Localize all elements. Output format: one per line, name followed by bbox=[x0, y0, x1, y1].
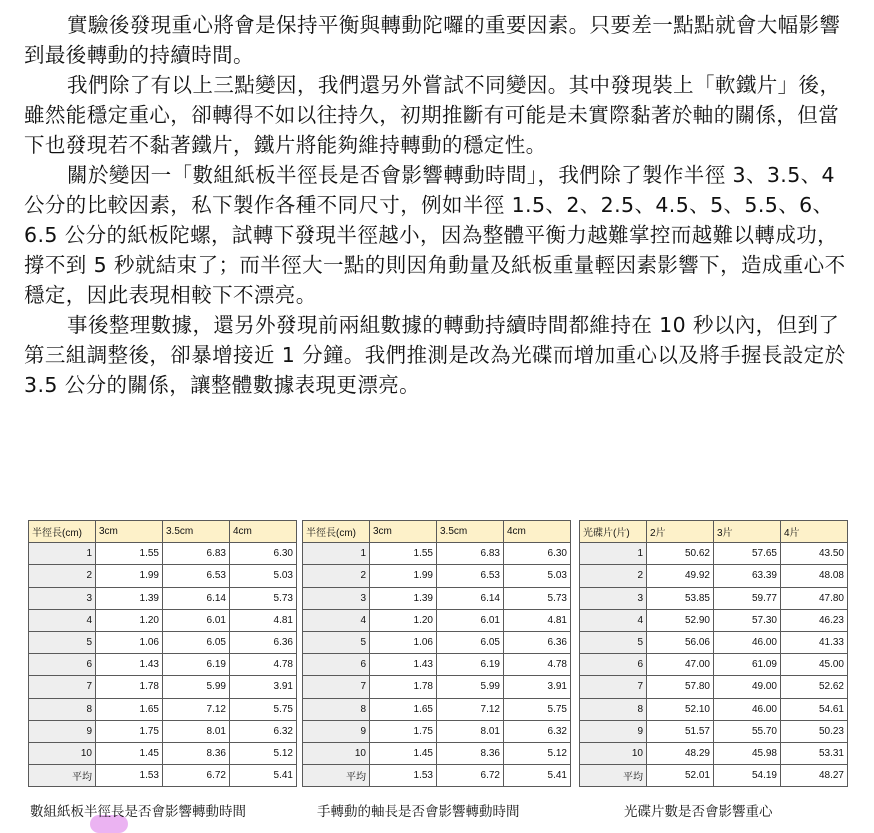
value-cell: 5.03 bbox=[504, 565, 571, 587]
value-cell: 1.99 bbox=[96, 565, 163, 587]
data-table-axis-length bbox=[302, 520, 571, 787]
table-row bbox=[303, 720, 571, 742]
row-index-cell: 8 bbox=[580, 698, 647, 720]
table-row bbox=[580, 543, 848, 565]
row-index-cell: 2 bbox=[303, 565, 370, 587]
value-cell: 50.23 bbox=[781, 720, 848, 742]
table-row bbox=[303, 609, 571, 631]
value-cell: 55.70 bbox=[714, 720, 781, 742]
row-index-cell: 5 bbox=[29, 631, 96, 653]
table-row bbox=[580, 720, 848, 742]
value-cell: 6.05 bbox=[163, 631, 230, 653]
table-header-cell: 4片 bbox=[781, 521, 848, 543]
row-index-cell: 4 bbox=[303, 609, 370, 631]
table-header-cell: 4cm bbox=[504, 521, 571, 543]
value-cell: 1.75 bbox=[96, 720, 163, 742]
value-cell: 49.92 bbox=[647, 565, 714, 587]
value-cell: 4.81 bbox=[230, 609, 297, 631]
table-row bbox=[303, 631, 571, 653]
value-cell: 4.78 bbox=[230, 654, 297, 676]
table-row bbox=[580, 631, 848, 653]
value-cell: 1.06 bbox=[96, 631, 163, 653]
row-index-cell: 6 bbox=[29, 654, 96, 676]
value-cell: 48.08 bbox=[781, 565, 848, 587]
value-cell: 6.01 bbox=[437, 609, 504, 631]
value-cell: 1.45 bbox=[96, 742, 163, 764]
row-index-cell: 平均 bbox=[303, 765, 370, 787]
table-row bbox=[303, 543, 571, 565]
paragraph-3: 關於變因一「數組紙板半徑長是否會影響轉動時間」，我們除了製作半徑 3、3.5、4 公分的比較因素，私下製作各種不同尺寸，例如半徑 1.5、2、2.5、4.5、5、5.5、6、6.5 公分的紙板陀螺，試轉下發現半徑越小，因為整體平衡力越難掌控而越難以轉成功，撐不到 5 秒就結束了；而半徑大一點的則因角動量及紙板重量輕因素影響下，造成重心不穩定，因此表現相較下不漂亮。 bbox=[24, 163, 846, 307]
value-cell: 1.55 bbox=[96, 543, 163, 565]
value-cell: 5.75 bbox=[504, 698, 571, 720]
row-index-cell: 10 bbox=[580, 742, 647, 764]
paragraph-1: 實驗後發現重心將會是保持平衡與轉動陀囉的重要因素。只要差一點點就會大幅影響到最後轉動的持續時間。 bbox=[24, 13, 841, 67]
value-cell: 61.09 bbox=[714, 654, 781, 676]
paragraph-4: 事後整理數據，還另外發現前兩組數據的轉動持續時間都維持在 10 秒以內，但到了第三組調整後，卻暴增接近 1 分鐘。我們推測是改為光碟而增加重心以及將手握長設定於 3.5 公分的關係，讓整體數據表現更漂亮。 bbox=[24, 313, 846, 397]
value-cell: 3.91 bbox=[230, 676, 297, 698]
value-cell: 46.00 bbox=[714, 631, 781, 653]
value-cell: 41.33 bbox=[781, 631, 848, 653]
table-row bbox=[29, 609, 297, 631]
value-cell: 5.75 bbox=[230, 698, 297, 720]
table-row bbox=[29, 742, 297, 764]
row-index-cell: 10 bbox=[303, 742, 370, 764]
value-cell: 6.32 bbox=[504, 720, 571, 742]
row-index-cell: 7 bbox=[303, 676, 370, 698]
table-row bbox=[303, 742, 571, 764]
value-cell: 43.50 bbox=[781, 543, 848, 565]
value-cell: 45.00 bbox=[781, 654, 848, 676]
table-row bbox=[580, 565, 848, 587]
value-cell: 63.39 bbox=[714, 565, 781, 587]
value-cell: 48.29 bbox=[647, 742, 714, 764]
value-cell: 6.19 bbox=[163, 654, 230, 676]
row-index-cell: 7 bbox=[29, 676, 96, 698]
table-row bbox=[580, 676, 848, 698]
caption-table-3: 光碟片數是否會影響重心 bbox=[624, 804, 773, 820]
value-cell: 5.03 bbox=[230, 565, 297, 587]
table-row bbox=[580, 654, 848, 676]
value-cell: 1.78 bbox=[96, 676, 163, 698]
value-cell: 7.12 bbox=[163, 698, 230, 720]
value-cell: 5.99 bbox=[437, 676, 504, 698]
value-cell: 6.72 bbox=[163, 765, 230, 787]
body-text bbox=[24, 10, 850, 400]
value-cell: 57.30 bbox=[714, 609, 781, 631]
value-cell: 8.36 bbox=[163, 742, 230, 764]
table-row bbox=[29, 654, 297, 676]
value-cell: 49.00 bbox=[714, 676, 781, 698]
table-header-cell: 3cm bbox=[370, 521, 437, 543]
row-index-cell: 8 bbox=[29, 698, 96, 720]
row-index-cell: 3 bbox=[29, 587, 96, 609]
value-cell: 6.83 bbox=[437, 543, 504, 565]
table-row bbox=[580, 698, 848, 720]
value-cell: 52.01 bbox=[647, 765, 714, 787]
table-header-cell: 2片 bbox=[647, 521, 714, 543]
value-cell: 54.61 bbox=[781, 698, 848, 720]
value-cell: 47.00 bbox=[647, 654, 714, 676]
value-cell: 8.01 bbox=[437, 720, 504, 742]
table-row bbox=[29, 587, 297, 609]
value-cell: 57.80 bbox=[647, 676, 714, 698]
value-cell: 47.80 bbox=[781, 587, 848, 609]
value-cell: 5.73 bbox=[230, 587, 297, 609]
row-index-cell: 10 bbox=[29, 742, 96, 764]
table-header-cell: 3片 bbox=[714, 521, 781, 543]
value-cell: 6.30 bbox=[230, 543, 297, 565]
table-row bbox=[580, 587, 848, 609]
value-cell: 5.12 bbox=[504, 742, 571, 764]
value-cell: 59.77 bbox=[714, 587, 781, 609]
row-index-cell: 1 bbox=[580, 543, 647, 565]
value-cell: 45.98 bbox=[714, 742, 781, 764]
table-header-cell: 3.5cm bbox=[163, 521, 230, 543]
value-cell: 5.41 bbox=[504, 765, 571, 787]
row-index-cell: 5 bbox=[580, 631, 647, 653]
table-row bbox=[29, 631, 297, 653]
table-row bbox=[580, 742, 848, 764]
value-cell: 1.53 bbox=[370, 765, 437, 787]
row-index-cell: 平均 bbox=[580, 765, 647, 787]
table-row bbox=[580, 609, 848, 631]
table-row bbox=[580, 765, 848, 787]
row-index-cell: 8 bbox=[303, 698, 370, 720]
value-cell: 46.00 bbox=[714, 698, 781, 720]
value-cell: 1.43 bbox=[96, 654, 163, 676]
value-cell: 52.62 bbox=[781, 676, 848, 698]
value-cell: 1.65 bbox=[370, 698, 437, 720]
table-row bbox=[29, 543, 297, 565]
value-cell: 8.01 bbox=[163, 720, 230, 742]
table-header-cell: 半徑長(cm) bbox=[303, 521, 370, 543]
value-cell: 57.65 bbox=[714, 543, 781, 565]
value-cell: 1.06 bbox=[370, 631, 437, 653]
value-cell: 5.41 bbox=[230, 765, 297, 787]
row-index-cell: 1 bbox=[303, 543, 370, 565]
value-cell: 6.36 bbox=[504, 631, 571, 653]
value-cell: 6.32 bbox=[230, 720, 297, 742]
value-cell: 6.05 bbox=[437, 631, 504, 653]
row-index-cell: 5 bbox=[303, 631, 370, 653]
value-cell: 8.36 bbox=[437, 742, 504, 764]
table-header-cell: 光碟片(片) bbox=[580, 521, 647, 543]
value-cell: 6.19 bbox=[437, 654, 504, 676]
value-cell: 5.12 bbox=[230, 742, 297, 764]
row-index-cell: 4 bbox=[580, 609, 647, 631]
value-cell: 7.12 bbox=[437, 698, 504, 720]
value-cell: 1.39 bbox=[96, 587, 163, 609]
table-header-cell: 3cm bbox=[96, 521, 163, 543]
tables-area bbox=[28, 520, 854, 800]
value-cell: 1.20 bbox=[370, 609, 437, 631]
value-cell: 6.53 bbox=[437, 565, 504, 587]
value-cell: 5.73 bbox=[504, 587, 571, 609]
row-index-cell: 7 bbox=[580, 676, 647, 698]
value-cell: 6.14 bbox=[163, 587, 230, 609]
caption-table-1: 數組紙板半徑長是否會影響轉動時間 bbox=[30, 804, 246, 820]
value-cell: 1.75 bbox=[370, 720, 437, 742]
value-cell: 6.30 bbox=[504, 543, 571, 565]
table-header-cell: 半徑長(cm) bbox=[29, 521, 96, 543]
value-cell: 5.99 bbox=[163, 676, 230, 698]
table-header-cell: 3.5cm bbox=[437, 521, 504, 543]
value-cell: 56.06 bbox=[647, 631, 714, 653]
row-index-cell: 3 bbox=[303, 587, 370, 609]
row-index-cell: 2 bbox=[29, 565, 96, 587]
value-cell: 1.78 bbox=[370, 676, 437, 698]
value-cell: 4.78 bbox=[504, 654, 571, 676]
value-cell: 52.90 bbox=[647, 609, 714, 631]
paragraph-2: 我們除了有以上三點變因，我們還另外嘗試不同變因。其中發現裝上「軟鐵片」後，雖然能穩定重心，卻轉得不如以往持久，初期推斷有可能是未實際黏著於軸的關係，但當下也發現若不黏著鐵片，鐵片將能夠維持轉動的穩定性。 bbox=[24, 73, 841, 157]
value-cell: 6.01 bbox=[163, 609, 230, 631]
data-table-radius bbox=[28, 520, 297, 787]
row-index-cell: 3 bbox=[580, 587, 647, 609]
row-index-cell: 1 bbox=[29, 543, 96, 565]
table-header-row bbox=[303, 521, 571, 543]
row-index-cell: 平均 bbox=[29, 765, 96, 787]
table-row bbox=[303, 676, 571, 698]
table-row bbox=[303, 765, 571, 787]
table-header-row bbox=[29, 521, 297, 543]
table-row bbox=[303, 565, 571, 587]
value-cell: 6.83 bbox=[163, 543, 230, 565]
table-row bbox=[29, 565, 297, 587]
value-cell: 53.31 bbox=[781, 742, 848, 764]
value-cell: 1.39 bbox=[370, 587, 437, 609]
row-index-cell: 9 bbox=[580, 720, 647, 742]
table-row bbox=[29, 676, 297, 698]
value-cell: 46.23 bbox=[781, 609, 848, 631]
caption-table-2: 手轉動的軸長是否會影響轉動時間 bbox=[317, 804, 520, 820]
value-cell: 1.45 bbox=[370, 742, 437, 764]
value-cell: 4.81 bbox=[504, 609, 571, 631]
table-row bbox=[303, 654, 571, 676]
value-cell: 1.53 bbox=[96, 765, 163, 787]
table-row bbox=[29, 765, 297, 787]
value-cell: 1.65 bbox=[96, 698, 163, 720]
table-row bbox=[29, 720, 297, 742]
table-row bbox=[29, 698, 297, 720]
value-cell: 1.55 bbox=[370, 543, 437, 565]
value-cell: 51.57 bbox=[647, 720, 714, 742]
table-row bbox=[303, 698, 571, 720]
row-index-cell: 6 bbox=[303, 654, 370, 676]
table-row bbox=[303, 587, 571, 609]
row-index-cell: 2 bbox=[580, 565, 647, 587]
value-cell: 50.62 bbox=[647, 543, 714, 565]
value-cell: 6.14 bbox=[437, 587, 504, 609]
value-cell: 1.99 bbox=[370, 565, 437, 587]
value-cell: 48.27 bbox=[781, 765, 848, 787]
value-cell: 6.53 bbox=[163, 565, 230, 587]
value-cell: 53.85 bbox=[647, 587, 714, 609]
value-cell: 52.10 bbox=[647, 698, 714, 720]
table-header-cell: 4cm bbox=[230, 521, 297, 543]
value-cell: 3.91 bbox=[504, 676, 571, 698]
row-index-cell: 4 bbox=[29, 609, 96, 631]
table-header-row bbox=[580, 521, 848, 543]
value-cell: 6.36 bbox=[230, 631, 297, 653]
row-index-cell: 6 bbox=[580, 654, 647, 676]
row-index-cell: 9 bbox=[29, 720, 96, 742]
value-cell: 54.19 bbox=[714, 765, 781, 787]
value-cell: 1.43 bbox=[370, 654, 437, 676]
data-table-cd-count bbox=[579, 520, 848, 787]
value-cell: 1.20 bbox=[96, 609, 163, 631]
value-cell: 6.72 bbox=[437, 765, 504, 787]
row-index-cell: 9 bbox=[303, 720, 370, 742]
